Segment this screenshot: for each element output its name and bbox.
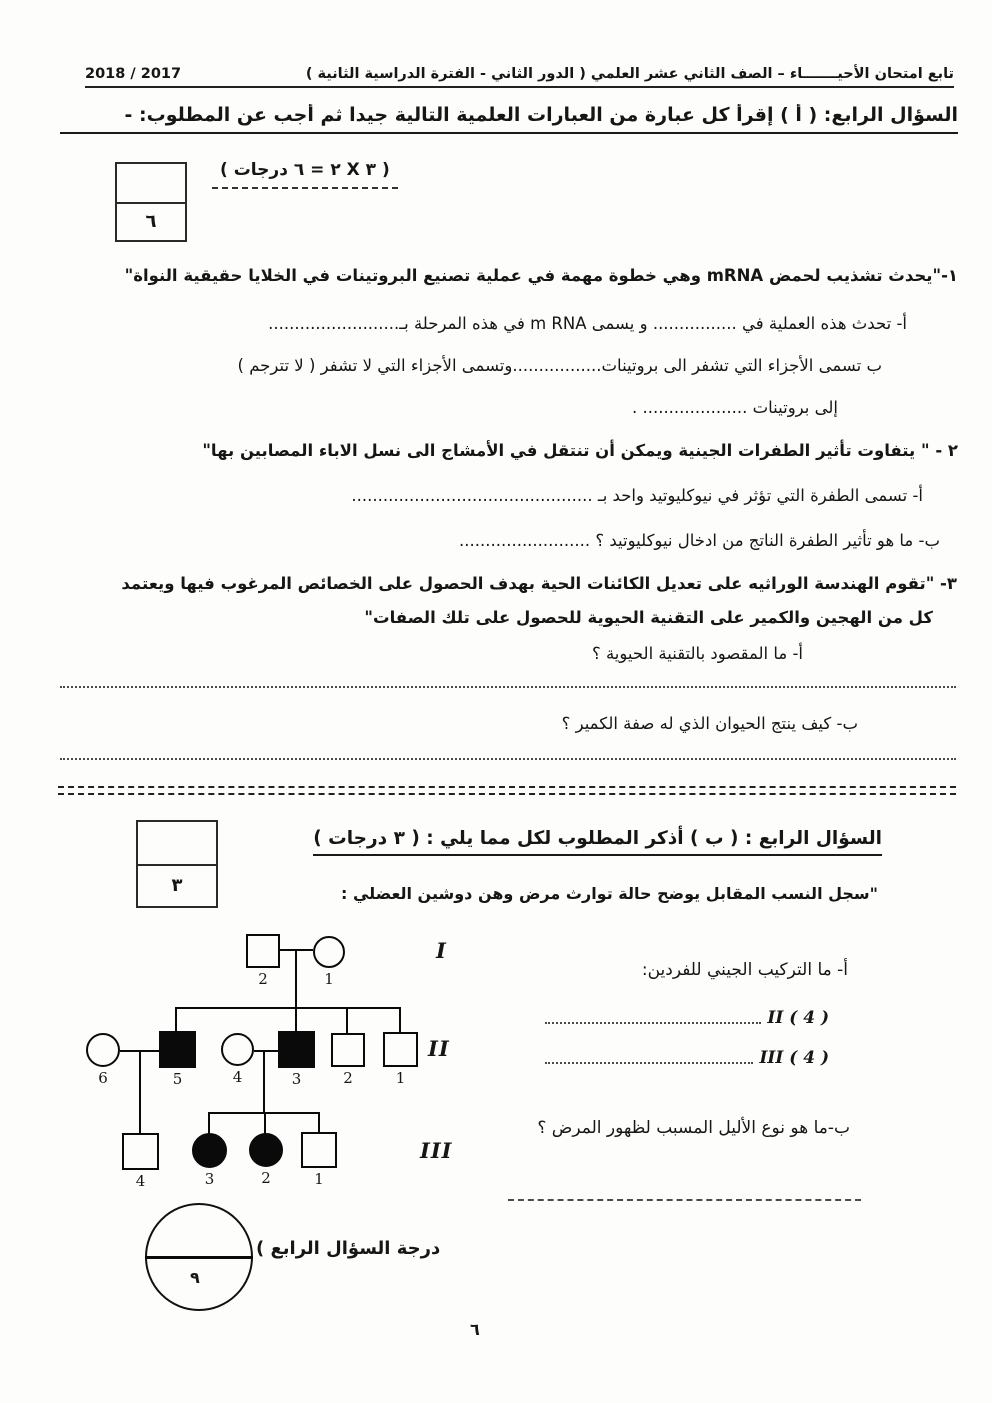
pedigree-individual-number: 1 [314,1170,324,1188]
q1-stem: ١-"يحدث تشذيب لحمض mRNA وهي خطوة مهمة في عملية تصنيع البروتينات في الخلايا حقيقية النواة" [124,266,958,285]
section-b-title: السؤال الرابع : ( ب ) أذكر المطلوب لكل مما يلي : ( ٣ درجات ) [313,828,882,856]
pedigree-individual-number: 1 [395,1069,406,1087]
answer-dashed-line [508,1199,861,1201]
pedigree-line [295,949,297,1009]
pedigree-individual-number: 2 [343,1069,353,1087]
pedigree-individual-number: 2 [258,970,268,988]
pedigree-individual-III-2-affected [249,1133,283,1167]
score-box-a [115,162,187,242]
pedigree-individual-III-4 [122,1133,159,1170]
pedigree-individual-number: 2 [261,1169,271,1187]
score-box-b [136,820,218,908]
section-a-title: السؤال الرابع: ( أ ) إقرأ كل عبارة من العبارات العلمية التالية جيدا ثم أجب عن المطلوب: - [60,104,958,134]
q3-stem-line2: كل من الهجين والكمير على التقنية الحيوية للحصول على تلك الصفات" [364,608,933,627]
pedigree-individual-number: 3 [204,1170,215,1188]
pedigree-line [175,1007,177,1032]
answer-label-iii: III ( 4 ) [759,1048,829,1068]
genotype-answer-row-ii [545,1002,829,1028]
q2-stem: ٢ - " يتفاوت تأثير الطفرات الجينية ويمكن أن تنتقل في الأمشاج الى نسل الاباء المصابين بها" [202,441,958,460]
pedigree-individual-number: 1 [324,970,334,988]
answer-blank [545,1062,753,1064]
pedigree-individual-III-1 [301,1132,337,1168]
answer-dotted-line [60,686,956,688]
pedigree-individual-number: 4 [232,1068,243,1086]
page-header [85,66,954,88]
pedigree-line [208,1112,210,1135]
score-box-b-top-cell [138,822,216,866]
answer-label-ii: II ( 4 ) [767,1008,829,1028]
pedigree-line [254,1050,279,1052]
q1-part-b: ب تسمى الأجزاء التي تشفر الى بروتينات.................وتسمى الأجزاء التي لا تشفر ( لا تترجم ) [237,356,882,375]
section-a-marks: ( ٣ X ٢ = ٦ درجات ) [212,160,398,189]
pedigree-individual-II-4 [221,1033,254,1066]
pedigree-line [346,1007,348,1034]
q3-part-b: ب- كيف ينتج الحيوان الذي له صفة الكمير ؟ [561,714,858,733]
page-number: ٦ [470,1320,480,1339]
answer-dotted-line [60,758,956,760]
section-b-intro: "سجل النسب المقابل يوضح حالة توارث مرض وهن دوشين العضلي : [341,884,878,903]
q3-stem-line1: ٣- "تقوم الهندسة الوراثيه على تعديل الكائنات الحية بهدف الحصول على الخصائص المرغوب فيها ويعتمد [121,574,957,593]
pedigree-individual-II-2 [331,1033,365,1067]
pedigree-individual-number: 6 [98,1069,108,1087]
answer-blank [545,1022,761,1024]
pedigree-line [399,1007,401,1033]
score-circle-value: ٩ [190,1268,200,1287]
score-circle-divider [145,1256,253,1259]
generation-label-2: II [428,1036,450,1061]
pedigree-individual-number: 5 [172,1070,183,1088]
q1-part-b-cont: إلى بروتينات .................... . [631,398,838,417]
course-title: تابع امتحان الأحيـــــــاء – الصف الثاني عشر العلمي ( الدور الثاني - الفترة الدراسية الثانية ) [305,66,954,82]
q1-part-a: أ- تحدث هذه العملية في ................ و يسمى m RNA في هذه المرحلة بـ......................... [268,314,907,333]
pedigree-individual-number: 3 [291,1070,302,1088]
pedigree-line [318,1112,320,1134]
pedigree-individual-I-1 [313,936,345,968]
qb-part-a: أ- ما التركيب الجيني للفردين: [641,960,848,980]
section-separator [58,786,956,795]
pedigree-individual-II-5-affected [159,1031,196,1068]
pedigree-individual-III-3-affected [192,1133,227,1168]
generation-label-3: III [420,1138,453,1163]
q3-part-a: أ- ما المقصود بالتقنية الحيوية ؟ [591,644,803,663]
pedigree-individual-number: 4 [135,1172,146,1190]
generation-label-1: I [436,938,447,963]
pedigree-line [263,1050,265,1112]
genotype-answer-row-iii [545,1042,829,1068]
pedigree-individual-I-2 [246,934,280,968]
pedigree-individual-II-3-affected [278,1031,315,1068]
pedigree-line [264,1112,266,1135]
qb-part-b: ب-ما هو نوع الأليل المسبب لظهور المرض ؟ [537,1118,850,1138]
pedigree-line [175,1007,401,1009]
score-circle-label: ( درجة السؤال الرابع [256,1238,441,1259]
score-box-b-value: ٣ [171,874,183,896]
pedigree-line [139,1050,141,1133]
q2-part-a: أ- تسمى الطفرة التي تؤثر في نيوكليوتيد واحد بـ .............................................. [351,486,923,505]
score-box-a-value: ٦ [145,210,157,232]
pedigree-individual-II-6 [86,1033,120,1067]
pedigree-line [295,1007,297,1032]
q2-part-b: ب- ما هو تأثير الطفرة الناتج من ادخال نيوكليوتيد ؟ ......................... [459,531,940,550]
pedigree-individual-II-1 [383,1032,418,1067]
academic-year: 2018 / 2017 [85,66,182,82]
score-box-a-top-cell [117,164,185,204]
